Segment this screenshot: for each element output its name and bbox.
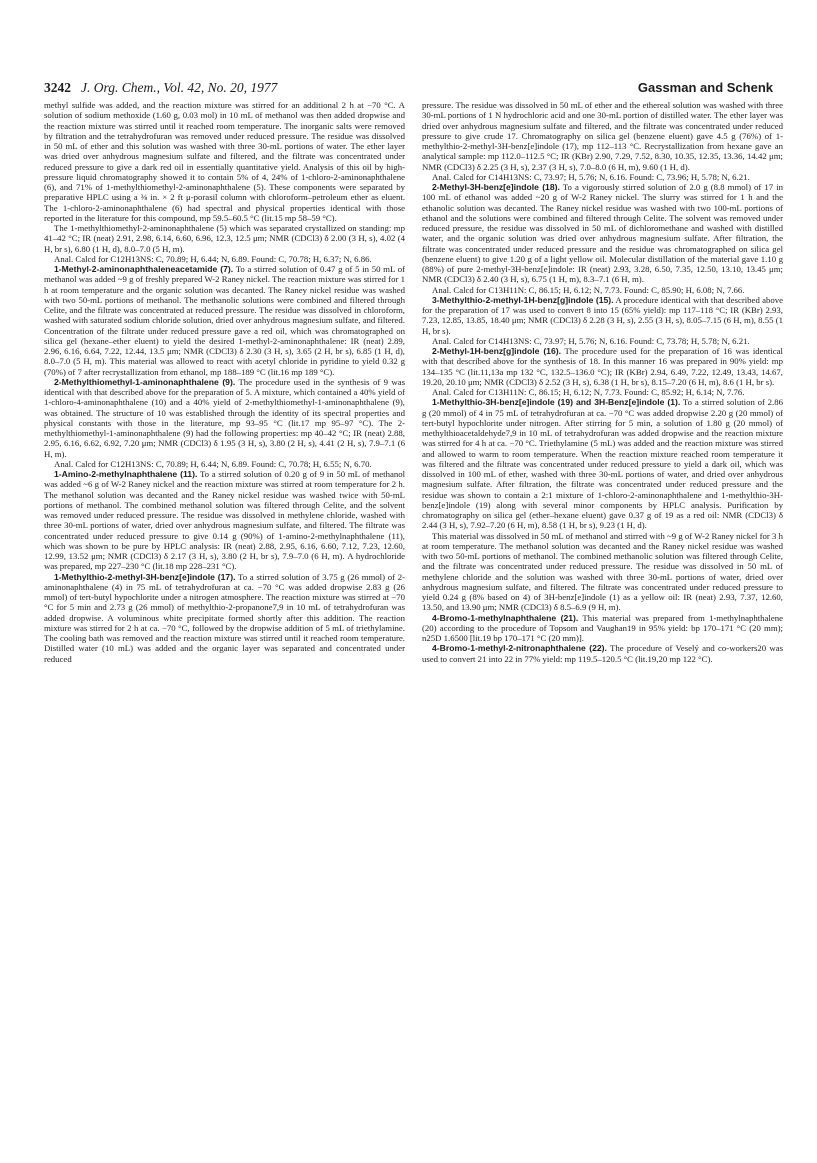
compound-heading: 4-Bromo-1-methyl-2-nitronaphthalene (22).	[432, 643, 607, 654]
paragraph-text: The procedure of Veselý and co-workers20 was used to convert 21 into 22 in 77% yield: mp 119.5–120.5 °C (lit.19,20 mp 122 °C).	[422, 643, 783, 664]
paragraph	[422, 295, 783, 336]
page-number: 3242	[44, 80, 71, 95]
compound-heading: 2-Methyl-1H-benz[g]indole (16).	[432, 346, 561, 356]
paragraph-text: To a stirred solution of 3.75 g (26 mmol) of 2-aminonaphthalene (4) in 75 mL of tetrahydrofuran at ca. −70 °C was added dropwise 2.83 g (26 mmol) of tert-butyl hypochlorite under a nitrogen atmosphere. The reaction mixture was stirred at −70 °C for 5 min and 2.73 g (26 mmol) of methylthio-2-propanone7,9 in 10 mL of tetrahydrofuran was added dropwise. A voluminous white precipitate formed shortly after this addition. The reaction mixture was stirred for 2 h at ca. −70 °C, followed by the dropwise addition of 5 mL of triethylamine. The cooling bath was removed and the reaction mixture was stirred until it reached room temperature. Distilled water (10 mL) was added and the organic layer was separated and concentrated under reduced	[44, 571, 405, 664]
compound-heading: 1-Methyl-2-aminonaphthaleneacetamide (7).	[54, 264, 234, 274]
paragraph	[422, 336, 783, 346]
paragraph	[422, 182, 783, 285]
paragraph	[422, 346, 783, 387]
paragraph	[422, 172, 783, 182]
compound-heading: 4-Bromo-1-methylnaphthalene (21).	[432, 612, 579, 623]
journal-citation: J. Org. Chem., Vol. 42, No. 20, 1977	[81, 80, 278, 95]
paragraph-text: To a stirred solution of 0.20 g of 9 in 50 mL of methanol was added ~6 g of W-2 Raney nickel and the reaction mixture was stirred at room temperature for 2 h. The methanol solution was decanted and the Raney nickel residue was washed twice with 50-mL portions of methanol. The combined methanol solution was filtered through Celite, and the solvent was removed under reduced pressure. The residue was dissolved in methylene chloride, washed with three 30-mL portions of water, dried over anhydrous magnesium sulfate, and filtered. The filtrate was concentrated under reduced pressure to give 0.14 g (90%) of 1-amino-2-methylnaphthalene (11), which was shown to be pure by HPLC analysis: IR (neat) 2.88, 2.95, 6.16, 6.60, 7.12, 7.23, 12.60, 12.99, 13.52 μm; NMR (CDCl3) δ 2.17 (3 H, s), 3.80 (2 H, br s), 7.9–7.0 (6 H, m). A hydrochloride was prepared, mp 227–230 °C (lit.18 mp 228–231 °C).	[44, 469, 405, 572]
paragraph-text: To a stirred solution of 2.86 g (20 mmol) of 4 in 75 mL of tetrahydrofuran at ca. −70 °C was added dropwise 2.20 g (20 mmol) of tert-butyl hypochlorite under nitrogen. After stirring for 5 min, a solution of 1.80 g (20 mmol) of methylthioacetaldehyde7,9 in 10 mL of tetrahydrofuran was added dropwise and the reaction mixture was stirred for 4 h at ca. −70 °C. Triethylamine (5 mL) was added and the reaction mixture was stirred and allowed to warm to room temperature. When the reaction mixture reached room temperature it was filtered and the filtrate was concentrated under reduced pressure to yield a dark oil, which was dissolved in 100 mL of ether, washed with three 30-mL portions of water, and dried over anhydrous magnesium sulfate. After filtration, the filtrate was concentrated under reduced pressure and the residue was shown to contain a 2:1 mixture of 1-chloro-2-aminonaphthalene and 1-methylthio-3H-benz[e]indole (19) along with several minor components by HPLC analysis. Purification by chromatography on silica gel (ether–hexane eluent) gave 0.37 g of 19 as a red oil: NMR (CDCl3) δ 2.44 (3 H, s), 7.92–7.20 (6 H, m), 8.58 (1 H, br s), 9.23 (1 H, d).	[422, 397, 783, 531]
paragraph-text: pressure. The residue was dissolved in 50 mL of ether and the ethereal solution was washed with three 30-mL portions of 1 N hydrochloric acid and one 30-mL portion of distilled water. The ether layer was dried over anhydrous magnesium sulfate and filtered, and the filtrate was concentrated under reduced pressure to give crude 17. Chromatography on silica gel (benzene eluent) gave 4.5 g (76%) of 1-methylthio-2-methyl-3H-benz[e]indole (17), mp 112–113 °C. Recrystallization from hexane gave an analytical sample: mp 112.0–112.5 °C; IR (KBr) 2.90, 7.29, 7.52, 8.30, 10.35, 12.35, 13.36, 14.42 μm; NMR (CDCl3) δ 2.25 (3 H, s), 2.37 (3 H, s), 7.0–8.0 (6 H, m), 9.60 (1 H, d).	[422, 100, 783, 172]
compound-heading: 1-Amino-2-methylnaphthalene (11).	[54, 469, 198, 479]
paragraph	[422, 397, 783, 530]
compound-heading: 3-Methylthio-2-methyl-1H-benz[g]indole (15).	[432, 294, 614, 305]
paragraph-text: Anal. Calcd for C14H13NS: C, 73.97; H, 5.76; N, 6.16. Found: C, 73.96; H, 5.78; N, 6.21.	[432, 171, 750, 182]
paragraph-text: Anal. Calcd for C12H13NS: C, 70.89; H, 6.44; N, 6.89. Found: C, 70.78; H, 6.55; N, 6.70.	[54, 458, 372, 469]
paragraph-text: Anal. Calcd for C14H13NS: C, 73.97; H, 5.76; N, 6.16. Found: C, 73.78; H, 5.78; N, 6.21.	[432, 335, 750, 346]
paragraph	[422, 531, 783, 613]
compound-heading: 2-Methylthiomethyl-1-aminonaphthalene (9).	[54, 376, 236, 387]
running-head-authors: Gassman and Schenk	[637, 80, 773, 95]
paragraph-text: This material was prepared from 1-methylnaphthalene (20) according to the procedure of Topsom and Vaughan19 in 95% yield: bp 170–171 °C (20 mm); n25D 1.6500 [lit.19 bp 170–171 °C (20 mm)].	[422, 612, 783, 643]
paragraph-text: This material was dissolved in 50 mL of methanol and stirred with ~9 g of W-2 Raney nickel for 3 h at room temperature. The methanol solution was decanted and the Raney nickel residue was washed with two 50-mL portions of methanol. The combined methanolic solution was filtered through Celite, and the filtrate was concentrated under reduced pressure. The residue was dissolved in 50 mL of methylene chloride and the solution was washed with three 30-mL portions of water, dried over anhydrous magnesium sulfate, and filtered. The filtrate was concentrated under reduced pressure to yield 0.24 g (8% based on 4) of 3H-benz[e]indole (1) as a yellow oil: IR (neat) 2.93, 7.37, 12.60, 13.50, and 13.90 μm; NMR (CDCl3) δ 8.5–6.9 (9 H, m).	[422, 530, 783, 613]
paragraph	[44, 572, 405, 664]
paragraph	[422, 285, 783, 295]
compound-heading: 1-Methylthio-2-methyl-3H-benz[e]indole (17).	[54, 571, 236, 582]
paragraph	[44, 223, 405, 254]
right-column	[422, 100, 783, 1140]
paragraph-text: Anal. Calcd for C13H11N: C, 86.15; H, 6.12; N, 7.73. Found: C, 85.90; H, 6.08; N, 7.66.	[432, 284, 745, 295]
paragraph	[44, 459, 405, 469]
paragraph-text: The 1-methylthiomethyl-2-aminonaphthalene (5) which was separated crystallized on standing: mp 41–42 °C; IR (neat) 2.91, 2.98, 6.14, 6.60, 6.96, 12.3, 12.5 μm; NMR (CDCl3) δ 2.00 (3 H, s), 4.02 (4 H, br s), 6.80 (1 H, d), 8.0–7.0 (5 H, m).	[44, 223, 405, 254]
paragraph	[44, 100, 405, 223]
paragraph	[422, 643, 783, 664]
paragraph-text: To a vigorously stirred solution of 2.0 g (8.8 mmol) of 17 in 100 mL of ethanol was added ~20 g of W-2 Raney nickel. The slurry was stirred for 1 h and the ethanolic solution was decanted. The Raney nickel residue was washed with two 100-mL portions of ethanol and the solutions were combined and filtered through Celite. The solvent was removed under reduced pressure, the residue was dissolved in 50 mL of dichloromethane and washed with distilled water, and the organic solution was dried over anhydrous magnesium sulfate. After filtration, the filtrate was concentrated under reduced pressure and the residue was chromatographed on silica gel (benzene eluent) to give 1.20 g of a light yellow oil. Molecular distillation of the material gave 1.10 g (88%) of pure 2-methyl-3H-benz[e]indole: IR (neat) 2.93, 3.28, 6.50, 7.35, 12.50, 13.10, 13.45 μm; NMR (CDCl3) δ 2.40 (3 H, s), 6.75 (1 H, m), 8.3–7.1 (6 H, m).	[422, 182, 783, 285]
paragraph-text: Anal. Calcd for C13H11N: C, 86.15; H, 6.12; N, 7.73. Found: C, 85.92; H, 6.14; N, 7.76.	[432, 387, 745, 397]
compound-heading: 1-Methylthio-3H-benz[e]indole (19) and 3H-Benz[e]indole (1).	[432, 397, 681, 408]
paragraph-text: Anal. Calcd for C12H13NS: C, 70.89; H, 6.44; N, 6.89. Found: C, 70.78; H, 6.37; N, 6.86.	[54, 253, 372, 264]
paragraph	[44, 469, 405, 572]
paragraph-text: The procedure used for the preparation of 16 was identical with that described above for the synthesis of 18. In this manner 16 was prepared in 90% yield: mp 134–135 °C (lit.11,13a mp 132 °C, 132.5–136.0 °C); IR (KBr) 2.94, 6.49, 7.22, 12.49, 13.43, 14.67, 19.20, 20.10 μm; NMR (CDCl3) δ 2.52 (3 H, s), 6.38 (1 H, br s), 8.15–7.20 (6 H, m), 8.6 (1 H, br s).	[422, 346, 783, 387]
paragraph	[422, 613, 783, 644]
left-column	[44, 100, 405, 1140]
compound-heading: 2-Methyl-3H-benz[e]indole (18).	[432, 182, 560, 192]
paragraph	[44, 254, 405, 264]
paragraph-text: To a stirred solution of 0.47 g of 5 in 50 mL of methanol was added ~9 g of freshly prepared W-2 Raney nickel. The reaction mixture was stirred for 1 h at room temperature and the organic solution was decanted. The Raney nickel residue was washed with two 50-mL portions of methanol. The methanolic solutions were combined and filtered through Celite, and the filtrate was concentrated at reduced pressure. The residue was dissolved in chloroform, washed with saturated sodium chloride solution, dried over anhydrous magnesium sulfate, and filtered. Concentration of the filtrate under reduced pressure gave a red oil, which was chromatographed on silica gel (hexane–ether eluent) to yield the desired 1-methyl-2-aminonaphthalene: IR (neat) 2.89, 2.96, 6.16, 6.64, 7.22, 12.44, 13.5 μm; NMR (CDCl3) δ 2.30 (3 H, s), 3.65 (2 H, br s), 6.85 (1 H, d), 8.0–7.0 (5 H, m). This material was allowed to react with acetyl chloride in pyridine to yield 0.32 g (70%) of 7 after recrystallization from ethanol, mp 188–189 °C (lit.16 mp 189 °C).	[44, 264, 405, 377]
paragraph-text: The procedure used in the synthesis of 9 was identical with that described above for the preparation of 5. A mixture, which contained a 40% yield of 1-chloro-4-aminonaphthalene (10) and a 40% yield of 2-methylthiomethyl-1-aminonaphthalene (9), was obtained. The structure of 10 was established through the identity of its spectral properties and physical constants with those in the literature, mp 93–95 °C (lit.17 mp 95–97 °C). The 2-methylthiomethyl-1-aminonaphthalene (9) had the following properties: mp 40–42 °C; IR (neat) 2.88, 2.95, 6.16, 6.62, 6.92, 7.20 μm; NMR (CDCl3) δ 1.95 (3 H, s), 3.80 (2 H, s), 4.41 (2 H, s), 7.9–7.1 (6 H, m).	[44, 376, 405, 459]
paragraph	[44, 264, 405, 377]
page-header	[44, 80, 773, 100]
paragraph-text: A procedure identical with that described above for the preparation of 17 was used to convert 8 into 15 (65% yield): mp 117–118 °C; IR (KBr) 2.93, 7.23, 12.85, 13.85, 18.40 μm; NMR (CDCl3) δ 2.28 (3 H, s), 2.55 (3 H, s), 8.05–7.15 (6 H, m), 8.55 (1 H, br s).	[422, 294, 783, 336]
paragraph	[44, 377, 405, 459]
paragraph	[422, 387, 783, 397]
paragraph	[422, 100, 783, 172]
header-left	[44, 80, 277, 96]
paragraph-text: methyl sulfide was added, and the reaction mixture was stirred for an additional 2 h at −70 °C. A solution of sodium methoxide (1.60 g, 0.03 mol) in 10 mL of methanol was then added dropwise and the reaction mixture was stirred until it reached room temperature. The inorganic salts were removed by filtration and the tetrahydrofuran was removed under reduced pressure. The residue was dissolved in 50 mL of ether and this solution was washed with three 30-mL portions of water. The ether layer was dried over anhydrous magnesium sulfate and filtered, and the filtrate was concentrated under reduced pressure to give a dark red oil in essentially quantitative yield. Analysis of this oil by high-pressure liquid chromatography showed it to contain 5% of 4, 24% of 1-chloro-2-aminonaphthalene (6), and 71% of 1-methylthiomethyl-2-aminonaphthalene (5). These components were separated by preparative HPLC using a ⅜ in. × 2 ft μ-porasil column with chloroform–petroleum ether as eluent. The 1-chloro-2-aminonaphthalene (6) had spectral and physical properties identical with those reported in the literature for this compound, mp 59.5–60.5 °C (lit.15 mp 58–59 °C).	[44, 100, 405, 223]
